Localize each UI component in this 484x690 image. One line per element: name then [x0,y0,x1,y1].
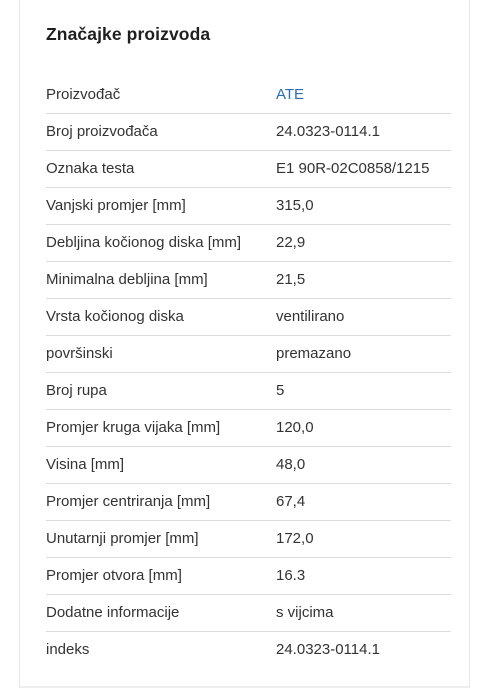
spec-value: 21,5 [276,261,451,298]
table-row [46,150,451,187]
section-title: Značajke proizvoda [46,24,211,44]
spec-label: Unutarnji promjer [mm] [46,520,276,557]
spec-value-manufacturer [276,76,451,113]
spec-table [46,76,451,668]
spec-value: s vijcima [276,594,451,631]
spec-label: Visina [mm] [46,446,276,483]
table-row [46,335,451,372]
spec-label: Vrsta kočionog diska [46,298,276,335]
spec-value: premazano [276,335,451,372]
spec-label: Debljina kočionog diska [mm] [46,224,276,261]
spec-label: Broj proizvođača [46,113,276,150]
table-row [46,76,451,113]
spec-value: ventilirano [276,298,451,335]
spec-value: 22,9 [276,224,451,261]
table-row [46,298,451,335]
spec-value: 67,4 [276,483,451,520]
spec-label: Dodatne informacije [46,594,276,631]
spec-value: 315,0 [276,187,451,224]
spec-value: 48,0 [276,446,451,483]
product-features-card [19,0,470,688]
spec-value: E1 90R-02C0858/1215 [276,150,451,187]
table-row [46,446,451,483]
table-row [46,187,451,224]
spec-value: 120,0 [276,409,451,446]
spec-value: 172,0 [276,520,451,557]
spec-label: Broj rupa [46,372,276,409]
table-row [46,483,451,520]
table-row [46,224,451,261]
table-row [46,409,451,446]
spec-label: indeks [46,641,90,659]
spec-value: 24.0323-0114.1 [276,113,451,150]
table-row [46,261,451,298]
table-row [46,631,451,668]
spec-label: Oznaka testa [46,150,276,187]
spec-label: Promjer centriranja [mm] [46,483,276,520]
table-row [46,557,451,594]
table-row [46,113,451,150]
spec-value: 24.0323-0114.1 [276,641,380,659]
spec-value: 5 [276,372,451,409]
spec-label: Promjer otvora [mm] [46,557,276,594]
table-row [46,520,451,557]
spec-label: Vanjski promjer [mm] [46,187,276,224]
spec-label: Promjer kruga vijaka [mm] [46,409,276,446]
spec-label: površinski [46,335,276,372]
spec-value: 16.3 [276,557,451,594]
manufacturer-link[interactable]: ATE [276,85,305,103]
table-row [46,372,451,409]
spec-label-manufacturer: Proizvođač [46,76,276,113]
spec-label: Minimalna debljina [mm] [46,261,276,298]
table-row [46,594,451,631]
